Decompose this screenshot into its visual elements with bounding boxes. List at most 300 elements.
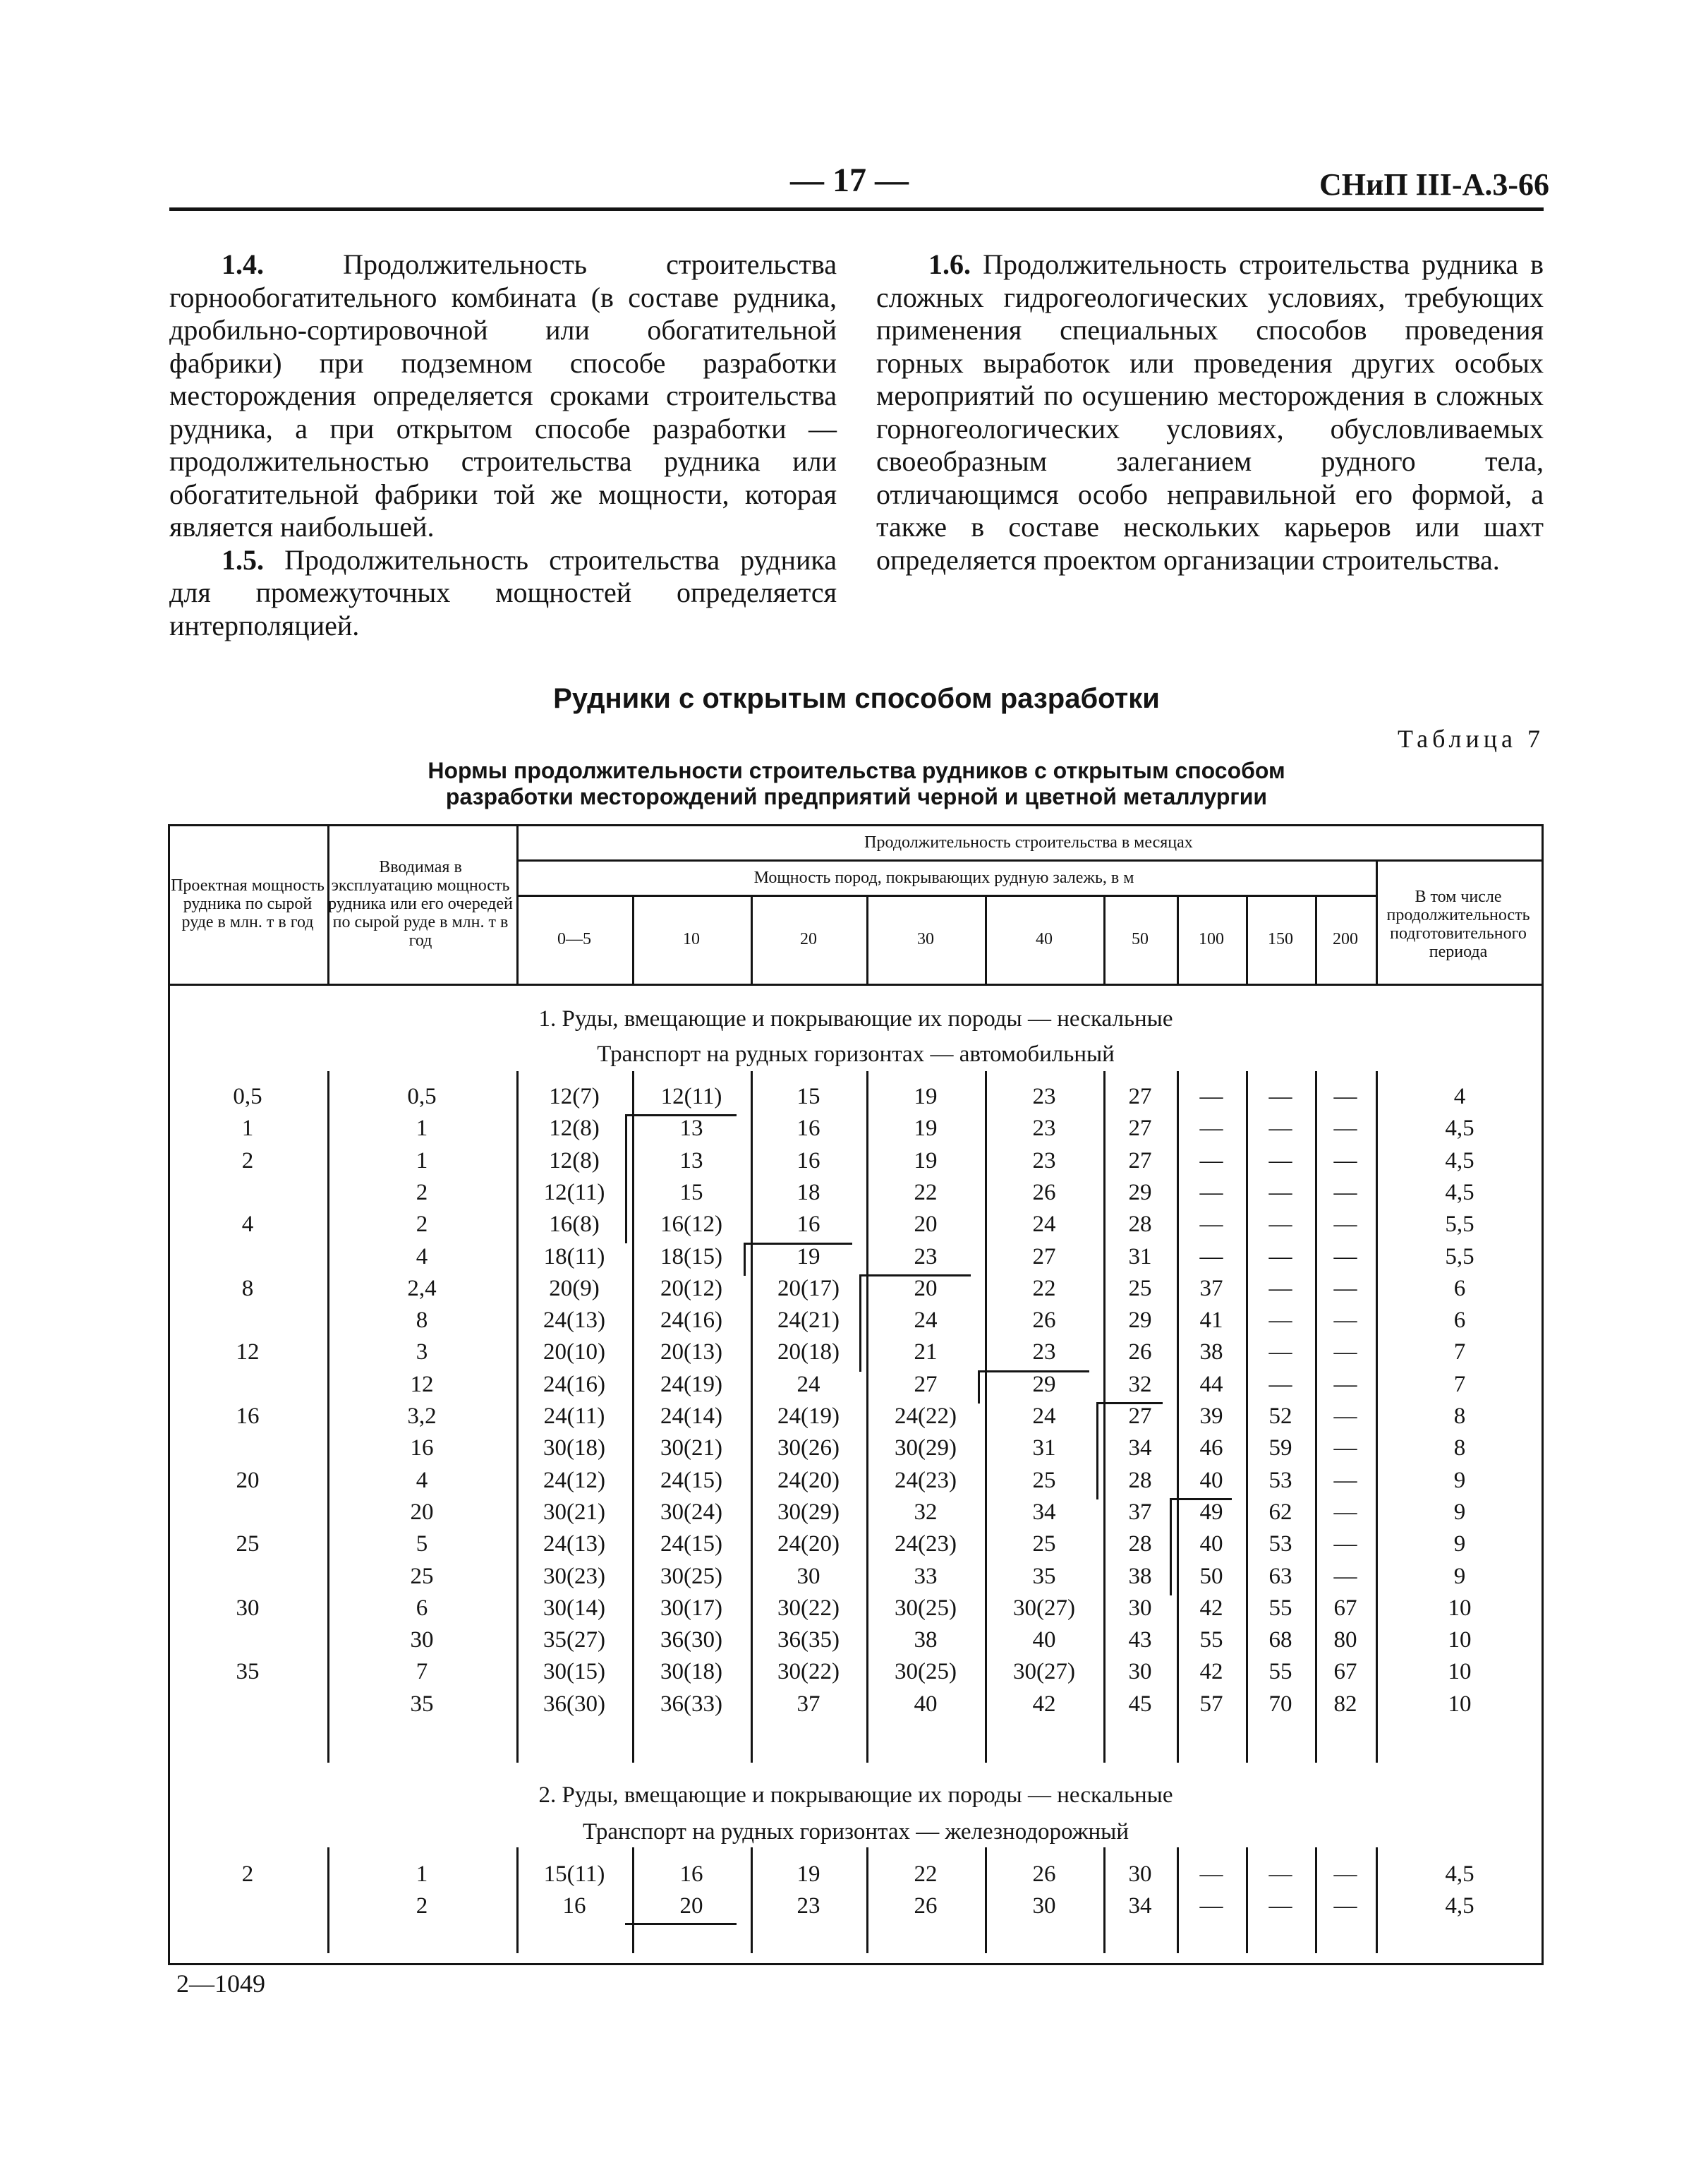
table-cell: 27 — [1128, 1404, 1152, 1429]
table-cell: 30(24) — [660, 1499, 722, 1525]
table-cell: 26 — [1128, 1339, 1152, 1365]
table-cell: 20(10) — [543, 1339, 605, 1365]
table-cell: 6 — [1453, 1308, 1466, 1334]
table-cell: 9 — [1453, 1531, 1466, 1557]
table-cell: 18(15) — [660, 1243, 722, 1269]
table-cell: 16 — [679, 1861, 703, 1887]
table-cell: 16 — [410, 1435, 434, 1461]
table-cell: 30(14) — [543, 1595, 605, 1621]
table-cell: 8 — [416, 1308, 428, 1334]
table-cell: — — [1333, 1563, 1357, 1589]
table-cell: — — [1333, 1147, 1357, 1173]
table-cell: 16 — [797, 1212, 820, 1238]
table-cell: 30 — [1032, 1893, 1056, 1919]
table-cell: 29 — [1128, 1179, 1152, 1205]
table-cell: 35 — [410, 1691, 434, 1717]
table-cell: — — [1333, 1435, 1357, 1461]
table-cell: — — [1268, 1339, 1292, 1365]
table-cell: 26 — [914, 1893, 938, 1919]
table-cell: — — [1333, 1084, 1357, 1109]
table-cell: 67 — [1333, 1659, 1357, 1685]
header-overburden: Мощность пород, покрывающих рудную залежь, в м — [753, 869, 1134, 887]
table-cell: — — [1333, 1243, 1357, 1269]
table-cell: — — [1333, 1404, 1357, 1429]
header-commissioned: Вводимая в эксплуатацию мощность рудника или его очередей по сырой руде в млн. т в год — [328, 858, 513, 950]
paragraph-1-4 — [169, 248, 837, 544]
table-cell: 34 — [1128, 1435, 1152, 1461]
table-cell: 22 — [914, 1179, 938, 1205]
thickness-header: 50 — [1132, 930, 1149, 948]
table-cell: 30(25) — [660, 1563, 722, 1589]
table-cell: 23 — [914, 1243, 938, 1269]
table-cell: — — [1333, 1308, 1357, 1334]
table-cell: 13 — [679, 1147, 703, 1173]
table-cell: — — [1333, 1339, 1357, 1365]
table-cell: 7 — [1453, 1339, 1466, 1365]
header-rule — [169, 207, 1544, 211]
table-cell: 20(18) — [777, 1339, 840, 1365]
table-cell: 2 — [416, 1212, 428, 1238]
table-cell: 32 — [914, 1499, 938, 1525]
duration-rule — [516, 859, 1544, 862]
table-cell: — — [1268, 1861, 1292, 1887]
table-cell: 70 — [1268, 1691, 1292, 1717]
table-cell: 67 — [1333, 1595, 1357, 1621]
table-cell: 22 — [1032, 1275, 1056, 1301]
table-cell: 30(17) — [660, 1595, 722, 1621]
table-cell: 23 — [797, 1893, 820, 1919]
table-cell: — — [1199, 1084, 1223, 1109]
table-cell: 26 — [1032, 1861, 1056, 1887]
table-cell: 20(17) — [777, 1275, 840, 1301]
table-cell: — — [1268, 1893, 1292, 1919]
thickness-header: 150 — [1268, 930, 1293, 948]
table-cell: — — [1199, 1861, 1223, 1887]
table-cell: 40 — [1032, 1627, 1056, 1653]
group-title: 1. Руды, вмещающие и покрывающие их породы — нескальные — [538, 1006, 1173, 1032]
document-code: СНиП III-А.3-66 — [1319, 167, 1549, 202]
table-cell: 2,4 — [407, 1275, 437, 1301]
table-cell: 80 — [1333, 1627, 1357, 1653]
table-cell: — — [1333, 1861, 1357, 1887]
table-cell: 5,5 — [1445, 1243, 1474, 1269]
header-bottom-rule — [168, 984, 1544, 986]
table-cell: 10 — [1448, 1595, 1472, 1621]
header-preparatory: В том числе продолжительность подготовительного периода — [1386, 888, 1530, 961]
table-cell: 4,5 — [1445, 1116, 1474, 1142]
table-cell: 36(30) — [660, 1627, 722, 1653]
table-cell: 24(23) — [895, 1531, 957, 1557]
thickness-header: 40 — [1036, 930, 1053, 948]
table-cell: 50 — [1199, 1563, 1223, 1589]
table-cell: — — [1333, 1275, 1357, 1301]
table-cell: 34 — [1032, 1499, 1056, 1525]
table-cell: 45 — [1128, 1691, 1152, 1717]
table-cell: 23 — [1032, 1339, 1056, 1365]
table-cell: — — [1268, 1371, 1292, 1397]
table-cell: — — [1333, 1179, 1357, 1205]
table-cell: 37 — [1199, 1275, 1223, 1301]
table-cell: 9 — [1453, 1499, 1466, 1525]
table-cell: 7 — [1453, 1371, 1466, 1397]
transport-subtitle: Транспорт на рудных горизонтах — железнодорожный — [582, 1819, 1129, 1845]
table-cell: 20 — [914, 1275, 938, 1301]
table-cell: 27 — [914, 1371, 938, 1397]
table-cell: 30(29) — [777, 1499, 840, 1525]
table-cell: 30 — [1128, 1861, 1152, 1887]
table-cell: 1 — [416, 1116, 428, 1142]
table-cell: 62 — [1268, 1499, 1292, 1525]
paragraph-text: Продолжительность строительства горнообогатительного комбината (в составе рудника, дробильно-сортировочной или обогатительной фабрики) при подземном способе разработки месторождения определяется сроками строительства рудника, а при открытом способе разработки — продолжительностью строительства рудника или обогатительной фабрики той же мощности, которая является наибольшей. — [169, 248, 837, 543]
table-cell: 46 — [1199, 1435, 1223, 1461]
table-cell: 4 — [241, 1212, 254, 1238]
table-left-rule — [168, 824, 170, 1963]
table-cell: — — [1333, 1499, 1357, 1525]
table-cell: 30(22) — [777, 1659, 840, 1685]
paragraph-text: Продолжительность строительства рудника в сложных гидрогеологических условиях, требующих применения специальных способов проведения горных выработок или проведения других особых мероприятий по осушению месторождения в сложных горногеологических условиях, обусловливаемых своеобразным залеганием рудного тела, отличающимся особо неправильной его формой, а также в составе нескольких карьеров или шахт определяется проектом организации строительства. — [876, 248, 1544, 576]
footer-code: 2—1049 — [176, 1969, 265, 1998]
table-cell: — — [1268, 1147, 1292, 1173]
table-cell: 10 — [1448, 1627, 1472, 1653]
table-cell: 53 — [1268, 1531, 1292, 1557]
table-cell: 30(18) — [660, 1659, 722, 1685]
table-cell: — — [1333, 1467, 1357, 1493]
paragraph-text: Продолжительность строительства рудника для промежуточных мощностей определяется интерполяцией. — [169, 543, 837, 641]
table-cell: 24(22) — [895, 1404, 957, 1429]
table-cell: 43 — [1128, 1627, 1152, 1653]
boundary-bracket — [1096, 1404, 1098, 1499]
table-cell: 30(25) — [895, 1595, 957, 1621]
table-cell: 24(11) — [543, 1404, 605, 1429]
table-cell: — — [1333, 1371, 1357, 1397]
table-cell: — — [1268, 1084, 1292, 1109]
table-cell: 2 — [241, 1147, 254, 1173]
table-cell: 37 — [797, 1691, 820, 1717]
column-rule — [516, 824, 519, 984]
table-cell: 34 — [1128, 1893, 1152, 1919]
table-cell: — — [1199, 1212, 1223, 1238]
table-cell: 30(27) — [1013, 1659, 1075, 1685]
table-cell: 2 — [416, 1893, 428, 1919]
table-cell: 40 — [914, 1691, 938, 1717]
table-cell: 27 — [1128, 1116, 1152, 1142]
table-cell: 30(29) — [895, 1435, 957, 1461]
table-cell: 53 — [1268, 1467, 1292, 1493]
table-cell: 25 — [1128, 1275, 1152, 1301]
table-cell: — — [1333, 1893, 1357, 1919]
table-cell: 6 — [1453, 1275, 1466, 1301]
table-cell: — — [1268, 1308, 1292, 1334]
table-cell: 24 — [1032, 1404, 1056, 1429]
table-cell: 5,5 — [1445, 1212, 1474, 1238]
table-cell: 19 — [914, 1084, 938, 1109]
table-cell: 24(15) — [660, 1531, 722, 1557]
table-cell: 29 — [1128, 1308, 1152, 1334]
table-cell: 57 — [1199, 1691, 1223, 1717]
boundary-bracket — [978, 1370, 1089, 1372]
table-cell: 1 — [241, 1116, 254, 1142]
table-cell: 9 — [1453, 1563, 1466, 1589]
section-title: Рудники с открытым способом разработки — [553, 683, 1160, 714]
table-cell: 24(20) — [777, 1531, 840, 1557]
table-cell: 24(19) — [777, 1404, 840, 1429]
table-cell: 30 — [410, 1627, 434, 1653]
norms-table — [168, 824, 1544, 1963]
table-cell: 41 — [1199, 1308, 1223, 1334]
table-cell: 28 — [1128, 1531, 1152, 1557]
table-caption-line: Нормы продолжительности строительства рудников с открытым способом — [428, 758, 1285, 783]
table-cell: 2 — [416, 1179, 428, 1205]
table-cell: 29 — [1032, 1371, 1056, 1397]
table-cell: 30 — [1128, 1595, 1152, 1621]
table-cell: — — [1199, 1243, 1223, 1269]
table-cell: 68 — [1268, 1627, 1292, 1653]
header-duration: Продолжительность строительства в месяцах — [864, 833, 1193, 852]
table-cell: 31 — [1128, 1243, 1152, 1269]
table-cell: 42 — [1199, 1659, 1223, 1685]
table-cell: 28 — [1128, 1212, 1152, 1238]
table-cell: 30(21) — [660, 1435, 722, 1461]
table-cell: 82 — [1333, 1691, 1357, 1717]
boundary-bracket — [1170, 1499, 1172, 1595]
table-cell: 1 — [416, 1147, 428, 1173]
thickness-header: 30 — [917, 930, 934, 948]
table-cell: 18(11) — [543, 1243, 605, 1269]
table-caption — [240, 758, 1473, 810]
table-cell: 36(30) — [543, 1691, 605, 1717]
table-cell: — — [1199, 1116, 1223, 1142]
table-cell: 27 — [1128, 1147, 1152, 1173]
paragraph-number: 1.6. — [928, 248, 971, 280]
table-cell: — — [1199, 1147, 1223, 1173]
table-cell: — — [1268, 1275, 1292, 1301]
table-cell: 30(25) — [895, 1659, 957, 1685]
table-cell: — — [1333, 1531, 1357, 1557]
table-cell: 33 — [914, 1563, 938, 1589]
boundary-bracket — [625, 1114, 737, 1116]
table-cell: 25 — [1032, 1531, 1056, 1557]
table-cell: 20 — [410, 1499, 434, 1525]
header-capacity: Проектная мощность рудника по сырой руде в млн. т в год — [171, 876, 325, 931]
transport-subtitle: Транспорт на рудных горизонтах — автомобильный — [597, 1042, 1115, 1067]
paragraph-number: 1.4. — [222, 248, 264, 280]
table-cell: 12 — [236, 1339, 260, 1365]
table-cell: 9 — [1453, 1467, 1466, 1493]
column-rule — [327, 824, 329, 984]
table-cell: 8 — [241, 1275, 254, 1301]
table-cell: 24 — [1032, 1212, 1056, 1238]
table-cell: 22 — [914, 1861, 938, 1887]
boundary-bracket — [625, 1923, 737, 1925]
table-cell: 24(23) — [895, 1467, 957, 1493]
table-cell: 26 — [1032, 1179, 1056, 1205]
table-number: Таблица 7 — [1398, 725, 1544, 753]
table-cell: 8 — [1453, 1404, 1466, 1429]
table-cell: 19 — [797, 1243, 820, 1269]
table-cell: 25 — [410, 1563, 434, 1589]
table-cell: 55 — [1268, 1595, 1292, 1621]
boundary-bracket — [744, 1243, 852, 1245]
table-top-rule — [168, 824, 1544, 826]
table-cell: 12(8) — [549, 1147, 600, 1173]
table-cell: 35 — [1032, 1563, 1056, 1589]
table-cell: 59 — [1268, 1435, 1292, 1461]
column-rule — [1376, 859, 1378, 984]
table-cell: 1 — [416, 1861, 428, 1887]
table-cell: 30(27) — [1013, 1595, 1075, 1621]
table-cell: 20 — [914, 1212, 938, 1238]
table-bottom-rule — [168, 1963, 1544, 1965]
table-cell: 4 — [416, 1243, 428, 1269]
table-cell: 20(9) — [549, 1275, 600, 1301]
table-cell: 49 — [1199, 1499, 1223, 1525]
group-title: 2. Руды, вмещающие и покрывающие их породы — нескальные — [538, 1782, 1173, 1808]
table-cell: 12(7) — [549, 1084, 600, 1109]
boundary-bracket — [1096, 1402, 1163, 1404]
table-cell: — — [1268, 1116, 1292, 1142]
table-cell: 24(16) — [660, 1308, 722, 1334]
table-cell: 4,5 — [1445, 1861, 1474, 1887]
paragraph-1-6 — [876, 248, 1544, 577]
table-cell: — — [1333, 1116, 1357, 1142]
thickness-header: 20 — [800, 930, 817, 948]
thickness-header: 10 — [683, 930, 700, 948]
table-cell: 16 — [562, 1893, 586, 1919]
table-cell: 19 — [797, 1861, 820, 1887]
table-cell: 0,5 — [233, 1084, 262, 1109]
table-cell: 24 — [914, 1308, 938, 1334]
table-cell: 16 — [236, 1404, 260, 1429]
table-cell: 30(18) — [543, 1435, 605, 1461]
boundary-bracket — [1170, 1498, 1232, 1500]
table-cell: 16(8) — [549, 1212, 600, 1238]
table-cell: 30(21) — [543, 1499, 605, 1525]
paragraph-number: 1.5. — [222, 543, 264, 576]
table-cell: 37 — [1128, 1499, 1152, 1525]
table-cell: 23 — [1032, 1084, 1056, 1109]
table-cell: 8 — [1453, 1435, 1466, 1461]
table-cell: 12(8) — [549, 1116, 600, 1142]
left-column — [169, 248, 837, 642]
table-cell: 20(13) — [660, 1339, 722, 1365]
table-cell: 30 — [797, 1563, 820, 1589]
thickness-header: 200 — [1333, 930, 1358, 948]
table-cell: 42 — [1032, 1691, 1056, 1717]
table-cell: 24(15) — [660, 1467, 722, 1493]
table-cell: 24(21) — [777, 1308, 840, 1334]
table-cell: 13 — [679, 1116, 703, 1142]
table-cell: 52 — [1268, 1404, 1292, 1429]
table-cell: 15(11) — [543, 1861, 605, 1887]
table-cell: 32 — [1128, 1371, 1152, 1397]
table-cell: 15 — [797, 1084, 820, 1109]
table-cell: 30 — [236, 1595, 260, 1621]
table-cell: 0,5 — [407, 1084, 437, 1109]
table-cell: — — [1199, 1893, 1223, 1919]
boundary-bracket — [625, 1116, 627, 1243]
table-cell: 42 — [1199, 1595, 1223, 1621]
table-cell: 24(13) — [543, 1308, 605, 1334]
table-cell: 24(13) — [543, 1531, 605, 1557]
table-cell: — — [1199, 1179, 1223, 1205]
table-cell: 4,5 — [1445, 1147, 1474, 1173]
boundary-bracket — [744, 1244, 746, 1276]
table-cell: 20 — [236, 1467, 260, 1493]
table-cell: 40 — [1199, 1531, 1223, 1557]
table-cell: 24(20) — [777, 1467, 840, 1493]
table-cell: 24(16) — [543, 1371, 605, 1397]
table-cell: 36(35) — [777, 1627, 840, 1653]
table-cell: 24 — [797, 1371, 820, 1397]
table-cell: 25 — [236, 1531, 260, 1557]
table-cell: 63 — [1268, 1563, 1292, 1589]
table-cell: 30 — [1128, 1659, 1152, 1685]
thickness-header: 100 — [1199, 930, 1224, 948]
table-cell: 18 — [797, 1179, 820, 1205]
table-caption-line: разработки месторождений предприятий черной и цветной металлургии — [445, 784, 1268, 809]
table-cell: 4,5 — [1445, 1179, 1474, 1205]
table-cell: 39 — [1199, 1404, 1223, 1429]
table-cell: 30(26) — [777, 1435, 840, 1461]
table-cell: 35(27) — [543, 1627, 605, 1653]
right-column — [876, 248, 1544, 577]
table-cell: — — [1268, 1212, 1292, 1238]
table-cell: 24(12) — [543, 1467, 605, 1493]
table-cell: 15 — [679, 1179, 703, 1205]
table-cell: 4,5 — [1445, 1893, 1474, 1919]
table-cell: 27 — [1032, 1243, 1056, 1269]
table-cell: 20 — [679, 1893, 703, 1919]
table-cell: 24(14) — [660, 1404, 722, 1429]
table-cell: 23 — [1032, 1116, 1056, 1142]
table-cell: 3,2 — [407, 1404, 437, 1429]
table-cell: 26 — [1032, 1308, 1056, 1334]
table-cell: 38 — [914, 1627, 938, 1653]
table-cell: 23 — [1032, 1147, 1056, 1173]
table-cell: 31 — [1032, 1435, 1056, 1461]
table-cell: 19 — [914, 1147, 938, 1173]
table-cell: 10 — [1448, 1691, 1472, 1717]
table-cell: 4 — [416, 1467, 428, 1493]
table-cell: 3 — [416, 1339, 428, 1365]
table-cell: 30(15) — [543, 1659, 605, 1685]
table-cell: 38 — [1199, 1339, 1223, 1365]
table-cell: 12(11) — [543, 1179, 605, 1205]
table-cell: 30(22) — [777, 1595, 840, 1621]
table-cell: 27 — [1128, 1084, 1152, 1109]
table-cell: 21 — [914, 1339, 938, 1365]
table-cell: 36(33) — [660, 1691, 722, 1717]
boundary-bracket — [859, 1276, 861, 1372]
table-cell: — — [1268, 1243, 1292, 1269]
table-cell: 55 — [1199, 1627, 1223, 1653]
table-cell: 55 — [1268, 1659, 1292, 1685]
boundary-bracket — [859, 1274, 971, 1276]
paragraph-1-5 — [169, 544, 837, 643]
table-cell: 5 — [416, 1531, 428, 1557]
table-cell: 16 — [797, 1116, 820, 1142]
table-cell: 16(12) — [660, 1212, 722, 1238]
table-cell: 12 — [410, 1371, 434, 1397]
page-number: — 17 — — [790, 162, 909, 199]
table-cell: 40 — [1199, 1467, 1223, 1493]
thickness-header: 0—5 — [557, 930, 591, 948]
table-cell: 12(11) — [660, 1084, 722, 1109]
table-cell: — — [1268, 1179, 1292, 1205]
table-cell: 35 — [236, 1659, 260, 1685]
table-cell: — — [1333, 1212, 1357, 1238]
table-cell: 7 — [416, 1659, 428, 1685]
